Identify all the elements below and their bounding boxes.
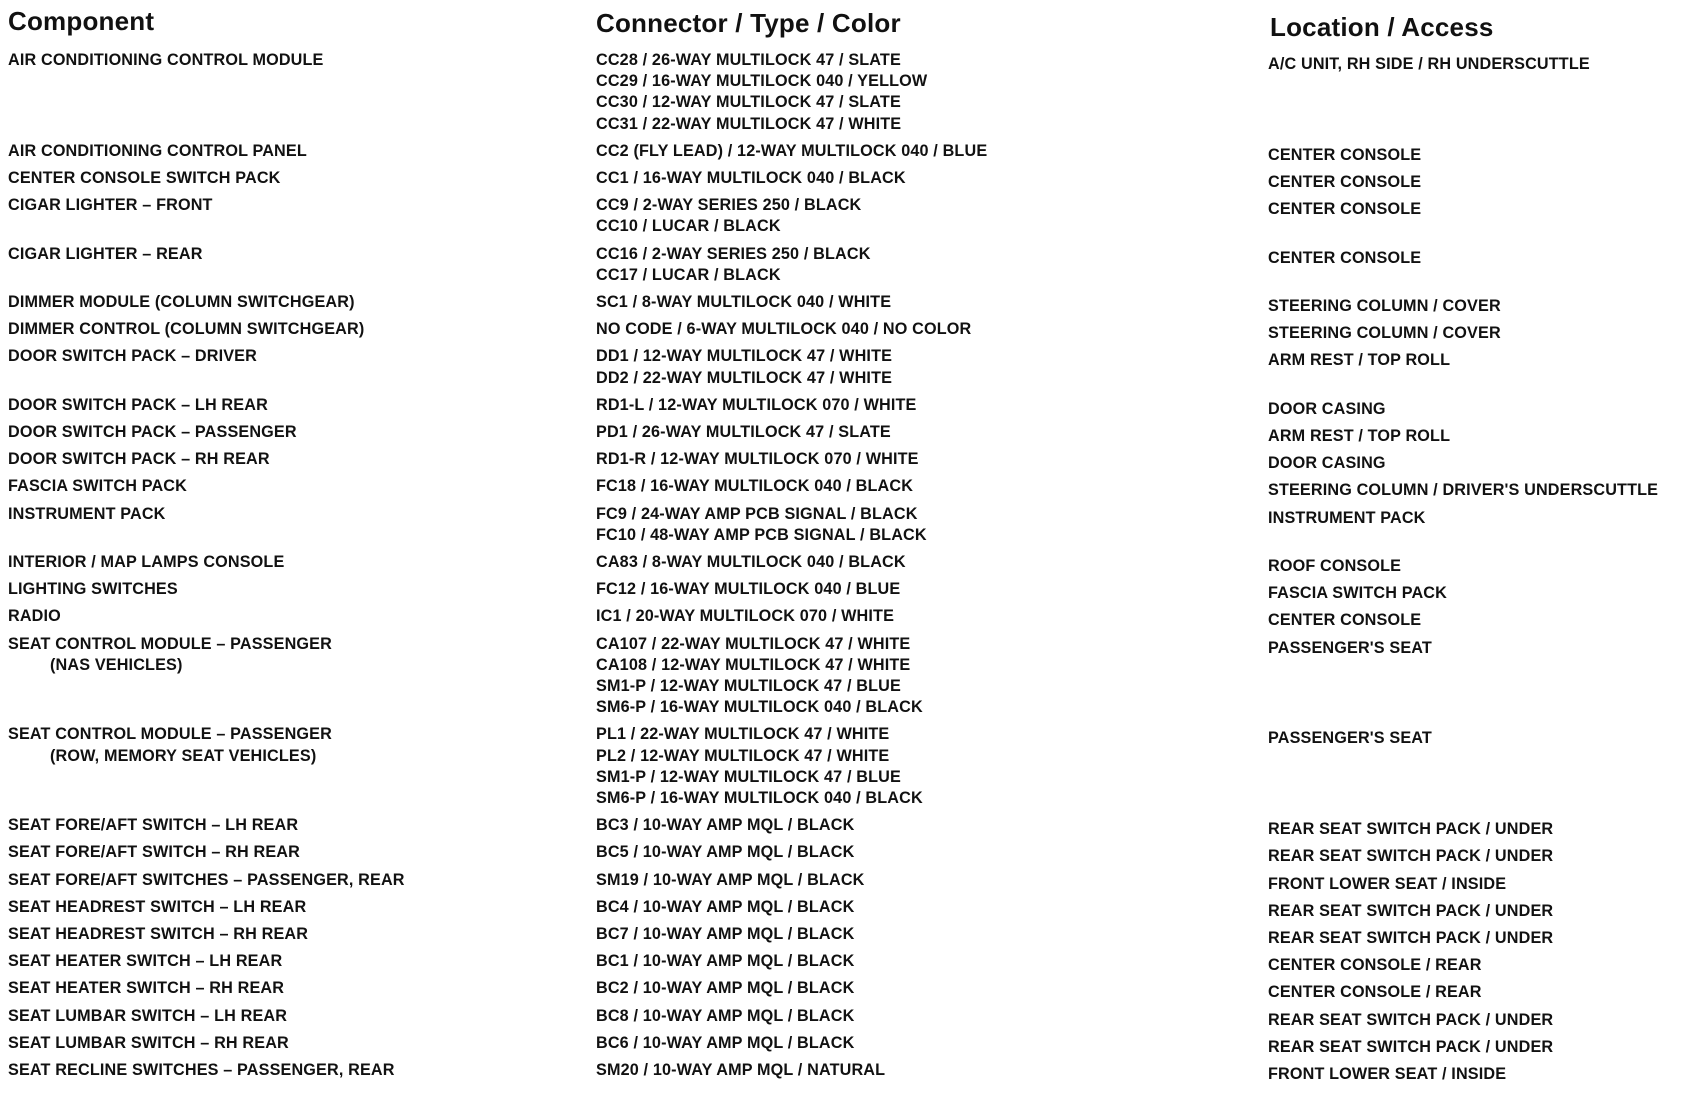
connector-cell: [596, 606, 894, 627]
component-cell-line: RADIO: [8, 607, 61, 626]
connector-cell: [596, 346, 892, 388]
connector-cell: [596, 449, 919, 470]
connector-cell-line: BC3 / 10-WAY AMP MQL / BLACK: [596, 816, 855, 835]
location-cell: [1268, 901, 1553, 922]
connector-cell: [596, 504, 927, 546]
component-cell: [8, 606, 61, 627]
component-cell-line: (ROW, MEMORY SEAT VEHICLES): [50, 746, 317, 765]
component-cell-line: SEAT LUMBAR SWITCH – LH REAR: [8, 1006, 288, 1025]
component-cell: [8, 504, 166, 525]
connector-cell-line: CC1 / 16-WAY MULTILOCK 040 / BLACK: [596, 169, 906, 187]
location-cell-line: ARM REST / TOP ROLL: [1268, 351, 1451, 370]
connector-cell-line: SM6-P / 16-WAY MULTILOCK 040 / BLACK: [596, 789, 923, 807]
connector-cell: [596, 897, 854, 918]
location-cell-line: REAR SEAT SWITCH PACK / UNDER: [1268, 929, 1554, 947]
connector-cell-line: CC17 / LUCAR / BLACK: [596, 265, 781, 284]
connector-cell: [596, 1060, 885, 1081]
location-cell-line: REAR SEAT SWITCH PACK / UNDER: [1268, 820, 1554, 839]
component-cell-line: SEAT HEATER SWITCH – LH REAR: [8, 952, 283, 971]
component-cell-line: AIR CONDITIONING CONTROL PANEL: [8, 141, 307, 160]
connector-cell-line: FC18 / 16-WAY MULTILOCK 040 / BLACK: [596, 477, 914, 496]
connector-cell: [596, 924, 854, 945]
connector-cell-line: SC1 / 8-WAY MULTILOCK 040 / WHITE: [596, 293, 892, 311]
component-cell: [8, 292, 355, 313]
location-cell-line: FRONT LOWER SEAT / INSIDE: [1268, 874, 1507, 893]
connector-cell-line: CA83 / 8-WAY MULTILOCK 040 / BLACK: [596, 553, 906, 571]
connector-cell: [596, 168, 906, 189]
connector-cell: [596, 870, 865, 891]
component-cell: [8, 244, 203, 265]
connector-cell: [596, 141, 987, 162]
location-cell-line: REAR SEAT SWITCH PACK / UNDER: [1268, 847, 1554, 866]
component-cell: [8, 50, 324, 71]
component-cell-line: LIGHTING SWITCHES: [8, 580, 178, 599]
connector-cell: [596, 1033, 854, 1054]
connector-cell: [596, 319, 971, 340]
component-cell-line: SEAT FORE/AFT SWITCH – LH REAR: [8, 816, 299, 835]
connector-cell-line: CA108 / 12-WAY MULTILOCK 47 / WHITE: [596, 655, 911, 674]
location-cell: [1268, 199, 1421, 220]
component-cell: [8, 449, 270, 470]
connector-cell-line: RD1-L / 12-WAY MULTILOCK 070 / WHITE: [596, 395, 917, 414]
connector-cell-line: PD1 / 26-WAY MULTILOCK 47 / SLATE: [596, 423, 891, 441]
component-cell-line: SEAT CONTROL MODULE – PASSENGER: [8, 725, 332, 744]
location-cell-line: CENTER CONSOLE / REAR: [1268, 956, 1482, 975]
connector-cell-line: FC12 / 16-WAY MULTILOCK 040 / BLUE: [596, 580, 901, 599]
component-cell-line: CIGAR LIGHTER – REAR: [8, 244, 203, 263]
location-cell: [1268, 819, 1553, 840]
component-cell-line: SEAT HEATER SWITCH – RH REAR: [8, 979, 285, 998]
component-cell-line: DOOR SWITCH PACK – LH REAR: [8, 395, 268, 414]
component-cell-line: (NAS VEHICLES): [50, 655, 183, 674]
location-cell: [1268, 583, 1447, 604]
component-cell-line: INSTRUMENT PACK: [8, 504, 166, 523]
location-cell: [1268, 1010, 1553, 1031]
location-cell-line: CENTER CONSOLE: [1268, 611, 1422, 630]
location-cell: [1268, 399, 1386, 420]
location-cell-line: CENTER CONSOLE: [1268, 200, 1422, 219]
location-cell: [1268, 323, 1501, 344]
component-cell: [8, 634, 332, 676]
location-cell: [1268, 638, 1432, 659]
connector-cell-line: CC28 / 26-WAY MULTILOCK 47 / SLATE: [596, 51, 901, 69]
connector-cell-line: CC16 / 2-WAY SERIES 250 / BLACK: [596, 244, 871, 263]
location-cell: [1268, 426, 1450, 447]
location-cell: [1268, 54, 1590, 75]
component-cell: [8, 897, 306, 918]
location-cell: [1268, 928, 1553, 949]
connector-cell: [596, 724, 923, 809]
component-cell: [8, 951, 282, 972]
component-cell: [8, 476, 187, 497]
location-cell: [1268, 982, 1482, 1003]
component-cell-line: SEAT CONTROL MODULE – PASSENGER: [8, 634, 332, 653]
connector-cell-line: IC1 / 20-WAY MULTILOCK 070 / WHITE: [596, 607, 895, 626]
connector-cell-line: RD1-R / 12-WAY MULTILOCK 070 / WHITE: [596, 450, 919, 469]
location-cell-line: DOOR CASING: [1268, 454, 1386, 473]
component-cell-line: SEAT HEADREST SWITCH – LH REAR: [8, 897, 307, 916]
connector-cell-line: CC30 / 12-WAY MULTILOCK 47 / SLATE: [596, 93, 901, 112]
location-cell-line: STEERING COLUMN / COVER: [1268, 324, 1501, 343]
connector-cell-line: BC2 / 10-WAY AMP MQL / BLACK: [596, 979, 855, 998]
connector-cell-line: SM1-P / 12-WAY MULTILOCK 47 / BLUE: [596, 767, 901, 786]
header-component: Component: [8, 6, 155, 36]
component-cell-line: DOOR SWITCH PACK – RH REAR: [8, 450, 270, 469]
connector-cell-line: CC29 / 16-WAY MULTILOCK 040 / YELLOW: [596, 72, 928, 91]
component-cell: [8, 1060, 395, 1081]
connector-cell: [596, 244, 871, 286]
connector-cell-line: FC9 / 24-WAY AMP PCB SIGNAL / BLACK: [596, 504, 918, 523]
location-cell: [1268, 172, 1421, 193]
connector-cell-line: DD2 / 22-WAY MULTILOCK 47 / WHITE: [596, 368, 893, 387]
connector-cell-line: BC5 / 10-WAY AMP MQL / BLACK: [596, 843, 855, 862]
header-connector: Connector / Type / Color: [596, 8, 901, 38]
location-cell: [1268, 846, 1553, 867]
connector-cell-line: SM6-P / 16-WAY MULTILOCK 040 / BLACK: [596, 698, 923, 717]
location-cell: [1268, 556, 1401, 577]
component-cell: [8, 195, 213, 216]
component-cell-line: SEAT RECLINE SWITCHES – PASSENGER, REAR: [8, 1061, 395, 1079]
location-cell: [1268, 955, 1482, 976]
location-cell-line: INSTRUMENT PACK: [1268, 508, 1426, 527]
connector-cell-line: PL2 / 12-WAY MULTILOCK 47 / WHITE: [596, 746, 890, 765]
component-cell-line: INTERIOR / MAP LAMPS CONSOLE: [8, 553, 285, 571]
component-cell: [8, 552, 284, 573]
location-cell-line: CENTER CONSOLE: [1268, 173, 1422, 191]
location-cell-line: CENTER CONSOLE: [1268, 145, 1422, 164]
component-cell: [8, 978, 284, 999]
location-cell: [1268, 728, 1432, 749]
component-cell: [8, 724, 332, 766]
location-cell: [1268, 296, 1501, 317]
location-cell: [1268, 453, 1386, 474]
component-cell: [8, 319, 364, 340]
component-cell: [8, 815, 298, 836]
connector-cell-line: CC31 / 22-WAY MULTILOCK 47 / WHITE: [596, 114, 902, 133]
location-cell-line: ARM REST / TOP ROLL: [1268, 427, 1451, 445]
connector-cell-line: CC9 / 2-WAY SERIES 250 / BLACK: [596, 196, 862, 215]
connector-cell: [596, 50, 927, 135]
component-cell: [8, 395, 268, 416]
connector-cell: [596, 978, 854, 999]
location-cell-line: A/C UNIT, RH SIDE / RH UNDERSCUTTLE: [1268, 55, 1590, 73]
connector-cell: [596, 422, 891, 443]
connector-cell-line: BC8 / 10-WAY AMP MQL / BLACK: [596, 1006, 855, 1025]
component-cell: [8, 842, 300, 863]
location-cell: [1268, 1064, 1506, 1085]
connector-cell-line: SM20 / 10-WAY AMP MQL / NATURAL: [596, 1061, 886, 1079]
connector-cell: [596, 195, 861, 237]
location-cell: [1268, 350, 1450, 371]
location-cell-line: FASCIA SWITCH PACK: [1268, 584, 1447, 603]
location-cell: [1268, 248, 1421, 269]
connector-cell-line: BC6 / 10-WAY AMP MQL / BLACK: [596, 1033, 855, 1052]
component-cell-line: SEAT FORE/AFT SWITCH – RH REAR: [8, 843, 300, 862]
component-cell-line: DOOR SWITCH PACK – DRIVER: [8, 347, 257, 366]
connector-cell: [596, 951, 854, 972]
connector-cell: [596, 552, 906, 573]
component-cell-line: SEAT FORE/AFT SWITCHES – PASSENGER, REAR: [8, 870, 405, 889]
location-cell: [1268, 480, 1658, 501]
location-cell-line: PASSENGER'S SEAT: [1268, 729, 1432, 748]
component-cell: [8, 1033, 289, 1054]
location-cell: [1268, 1037, 1553, 1058]
location-cell: [1268, 508, 1426, 529]
connector-cell-line: BC1 / 10-WAY AMP MQL / BLACK: [596, 952, 855, 971]
component-cell-line: SEAT HEADREST SWITCH – RH REAR: [8, 925, 309, 943]
location-cell-line: CENTER CONSOLE: [1268, 248, 1422, 267]
location-cell: [1268, 874, 1506, 895]
connector-cell-line: CA107 / 22-WAY MULTILOCK 47 / WHITE: [596, 634, 911, 653]
connector-cell: [596, 292, 891, 313]
location-cell-line: ROOF CONSOLE: [1268, 557, 1402, 575]
location-cell-line: CENTER CONSOLE / REAR: [1268, 983, 1482, 1002]
location-cell-line: PASSENGER'S SEAT: [1268, 638, 1432, 657]
component-cell-line: CIGAR LIGHTER – FRONT: [8, 196, 213, 215]
location-cell-line: STEERING COLUMN / DRIVER'S UNDERSCUTTLE: [1268, 481, 1659, 500]
connector-cell-line: DD1 / 12-WAY MULTILOCK 47 / WHITE: [596, 347, 893, 366]
component-cell-line: CENTER CONSOLE SWITCH PACK: [8, 169, 281, 187]
connector-cell-line: CC10 / LUCAR / BLACK: [596, 217, 781, 236]
connector-cell: [596, 395, 917, 416]
location-cell-line: REAR SEAT SWITCH PACK / UNDER: [1268, 1010, 1554, 1029]
location-cell: [1268, 145, 1421, 166]
component-cell: [8, 870, 405, 891]
connector-cell-line: FC10 / 48-WAY AMP PCB SIGNAL / BLACK: [596, 525, 927, 544]
header-location: Location / Access: [1270, 12, 1494, 42]
connector-cell-line: BC7 / 10-WAY AMP MQL / BLACK: [596, 925, 855, 943]
component-cell-line: DIMMER CONTROL (COLUMN SWITCHGEAR): [8, 320, 365, 339]
connector-cell-line: NO CODE / 6-WAY MULTILOCK 040 / NO COLOR: [596, 320, 972, 339]
component-cell-line: DOOR SWITCH PACK – PASSENGER: [8, 423, 297, 441]
component-cell: [8, 141, 307, 162]
connector-cell-line: BC4 / 10-WAY AMP MQL / BLACK: [596, 897, 855, 916]
component-cell: [8, 422, 297, 443]
location-cell-line: DOOR CASING: [1268, 399, 1386, 418]
connector-cell: [596, 815, 854, 836]
location-cell-line: FRONT LOWER SEAT / INSIDE: [1268, 1065, 1507, 1083]
connector-cell-line: CC2 (FLY LEAD) / 12-WAY MULTILOCK 040 / BLUE: [596, 141, 988, 160]
location-cell-line: STEERING COLUMN / COVER: [1268, 297, 1501, 315]
component-cell: [8, 346, 257, 367]
location-cell: [1268, 610, 1421, 631]
location-cell-line: REAR SEAT SWITCH PACK / UNDER: [1268, 901, 1554, 920]
component-cell: [8, 579, 178, 600]
connector-cell-line: PL1 / 22-WAY MULTILOCK 47 / WHITE: [596, 725, 890, 744]
component-cell-line: SEAT LUMBAR SWITCH – RH REAR: [8, 1033, 289, 1052]
connector-cell: [596, 579, 900, 600]
location-cell-line: REAR SEAT SWITCH PACK / UNDER: [1268, 1037, 1554, 1056]
component-cell: [8, 924, 308, 945]
component-cell: [8, 168, 281, 189]
connector-cell-line: SM1-P / 12-WAY MULTILOCK 47 / BLUE: [596, 677, 901, 695]
connector-cell: [596, 634, 923, 719]
connector-cell: [596, 476, 913, 497]
component-cell-line: AIR CONDITIONING CONTROL MODULE: [8, 51, 324, 69]
connector-cell-line: SM19 / 10-WAY AMP MQL / BLACK: [596, 870, 865, 889]
component-cell-line: DIMMER MODULE (COLUMN SWITCHGEAR): [8, 293, 355, 311]
connector-cell: [596, 1006, 854, 1027]
component-cell-line: FASCIA SWITCH PACK: [8, 477, 187, 496]
component-cell: [8, 1006, 287, 1027]
connector-cell: [596, 842, 854, 863]
